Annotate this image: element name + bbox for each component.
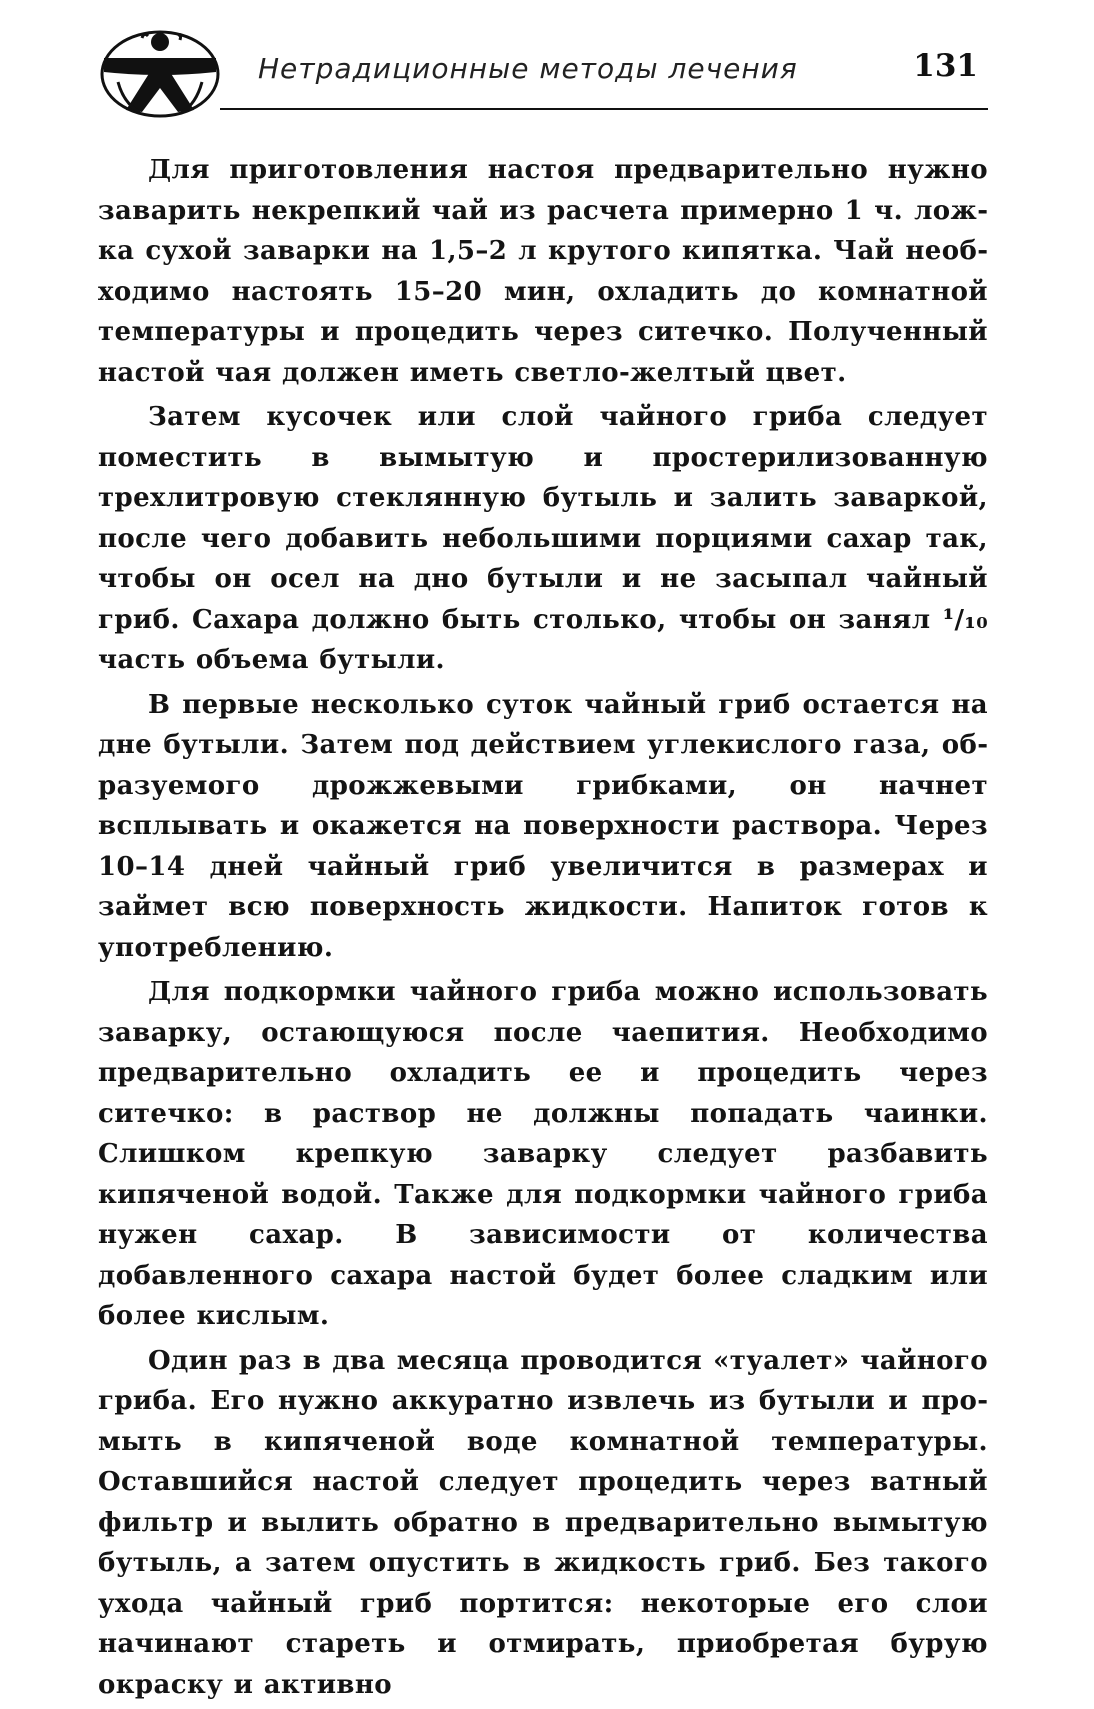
paragraph: Затем кусочек или слой чайного гриба следует поместить в вымытую и простерилизованную трехлитровую стеклянную бутыль и залить заваркой, после чего добавить небольшими порциями сахар так, чтобы он осел на дно бутыли и не засыпал чайный гриб. Сахара должно быть столько, чтобы он занял ¹/₁₀ часть объема бутыли. — [98, 402, 988, 675]
header-divider — [220, 108, 988, 110]
running-title: Нетрадиционные методы лечения — [258, 52, 798, 85]
page-header — [98, 28, 988, 120]
paragraph: Один раз в два месяца проводится «туалет» чайного гриба. Его нужно аккуратно извлечь из бутыли и промыть в кипяченой воде комнатной температуры. Оставшийся настой следует процедить через ватный фильтр и вылить обратно в предварительно вымытую бутыль, а затем опустить в жидкость гриб. Без такого ухода чайный гриб портится: некоторые его слои начинают стареть и отмирать, приобретая бурую окраску и активно — [98, 1345, 988, 1700]
page-body — [98, 150, 988, 1709]
paragraph: В первые несколько суток чайный гриб остается на дне бутыли. Затем под действием углекислого газа, образуемого дрожжевыми грибками, он начнет всплывать и окажется на поверхности раствора. Через 10–14 дней чайный гриб увеличится в размерах и займет всю поверхность жидкости. Напиток готов к употреблению. — [98, 689, 988, 963]
stylized-human-figure-emblem-icon — [98, 28, 226, 118]
paragraph: Для приготовления настоя предварительно нужно заварить некрепкий чай из расчета примерно 1 ч. ложка сухой заварки на 1,5–2 л крутого кипятка. Чай необходимо настоять 15–20 мин, охладить до комнатной температуры и процедить через ситечко. Полученный настой чая должен иметь светло-желтый цвет. — [98, 155, 988, 388]
paragraph: Для подкормки чайного гриба можно использовать заварку, остающуюся после чаепития. Необходимо предварительно охладить ее и процедить через ситечко: в раствор не должны попадать чаинки. Слишком крепкую заварку следует разбавить кипяченой водой. Также для подкормки чайного гриба нужен сахар. В зависимости от количества добавленного сахара настой будет более сладким или более кислым. — [98, 977, 988, 1331]
page-number: 131 — [913, 48, 978, 84]
